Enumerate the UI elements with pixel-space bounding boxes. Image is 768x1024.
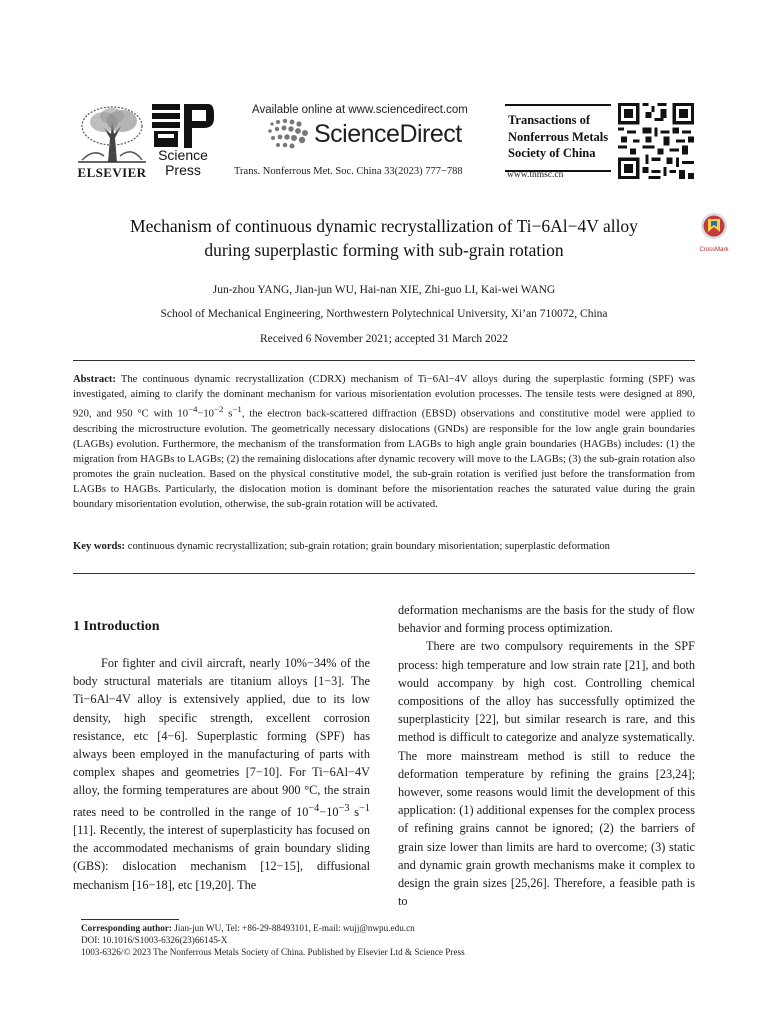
author-list: Jun-zhou YANG, Jian-jun WU, Hai-nan XIE, Zhi-guo LI, Kai-wei WANG	[212, 284, 556, 296]
corresponding-text: Jian-jun WU, Tel: +86-29-88493101, E-mail: wujj@nwpu.edu.cn	[174, 923, 415, 933]
qr-code-icon[interactable]	[618, 103, 694, 179]
doi[interactable]: DOI: 10.1016/S1003-6326(23)66145-X	[81, 935, 228, 945]
section-heading-introduction: 1 Introduction	[73, 619, 160, 634]
society-logo-box	[505, 104, 611, 172]
intro-paragraph-1	[73, 654, 370, 894]
elsevier-wordmark: ELSEVIER	[77, 165, 147, 180]
abstract-sup-2: −2	[213, 404, 224, 415]
abstract-text-4: , the electron back-scattered diffraction (EBSD) observations and constitutive model were applied to describing the microstructure evolution. The geometrically necessary dislocations (GNDs) are responsible for the low angle grain boundaries (LAGBs) evolution. Furthermore, the mechanism of the transformation from LAGBs to high angle grain boundaries (HAGBs) includes: (1) the migration from HAGBs to LAGBs; (2) the remaining dislocations after dynamic recovery will move to the LAGBs; (3) the sub-grain rotation also promotes the grain nucleation. Based on the physical constitutive model, the sub-grain rotation is verified just before the transformation from LAGBs to HAGBs. Particularly, the dislocation motion is dominant before the misorientation reaches the saturated value during the grain boundary misorientation evolution, otherwise, the sub-grain rotation will be activated.	[73, 408, 695, 511]
corresponding-label: Corresponding author:	[81, 923, 172, 933]
received-dates: Received 6 November 2021; accepted 31 March 2022	[259, 333, 509, 345]
crossmark-badge[interactable]	[697, 212, 731, 252]
society-url[interactable]: www.tnmsc.cn	[507, 170, 564, 180]
keywords	[73, 539, 695, 554]
science-press-logo	[150, 104, 216, 180]
society-name-line3: Society of China	[508, 146, 596, 160]
article-title-line1: Mechanism of continuous dynamic recrystallization of Ti−6Al−4V alloy	[130, 216, 638, 236]
elsevier-tree-icon	[74, 104, 150, 164]
intro-paragraph-2: There are two compulsory requirements in the SPF process: high temperature and low strain rate [21], and both would accompany by high cost. Controlling chemical compositions of the alloy has successfully optimized the superplasticity [22], but similar research is rare, and this method is difficult to categorize and analyze systematically. The more mainstream method is still to reduce the deformation temperature by refining the grains [23,24]; however, some reasons would limit the development of this application: (1) additional expenses for the complex process of refining grains cannot be ignored; (2) the barriers of grain size lower than limits are hard to overcome; (3) static and dynamic grain growth mechanisms make it complex to design the grain sizes [25,26]. Therefore, a feasible path is to	[398, 639, 695, 909]
society-name-line2: Nonferrous Metals	[508, 129, 609, 144]
sciencedirect-dots-icon	[264, 118, 312, 150]
sciencedirect-logo	[264, 116, 474, 152]
intro-paragraph-1-continued: deformation mechanisms are the basis for the study of flow behavior and forming process optimization.	[398, 603, 695, 636]
science-press-line2: Press	[165, 162, 201, 178]
abstract-text-1: The continuous dynamic recrystallization (CDRX) mechanism of Ti−6Al−4V alloys during the superplastic forming (SPF) was investigated, aiming to clarify the dominant mechanism for various misorientation evolution processes. The tensile tests were designed at 890, 920, and 950 °C with 10	[73, 374, 695, 420]
corresponding-author	[81, 922, 415, 934]
intro-p1-text-d: [11]. Recently, the interest of superplasticity has focused on the accommodated mechanisms of grain boundary sliding (GBS): dislocation mechanism [12−15], diffusional mechanism [16−18], etc [19,20]. The	[73, 822, 370, 892]
crossmark-icon	[699, 212, 729, 244]
footnote-rule	[81, 919, 179, 920]
copyright: 1003-6326/© 2023 The Nonferrous Metals Society of China. Published by Elsevier Ltd & Science Press	[81, 947, 465, 957]
sciencedirect-wordmark: ScienceDirect	[314, 120, 462, 148]
keywords-label: Key words:	[73, 541, 126, 552]
society-name-line1: Transactions of	[508, 113, 591, 127]
article-title-line2: during superplastic forming with sub-grain rotation	[204, 240, 564, 260]
science-press-mark-icon	[152, 104, 214, 148]
intro-p1-text-a: For fighter and civil aircraft, nearly 10%−34% of the body structural materials are titanium alloys [1−3]. The Ti−6Al−4V alloy is extensively applied, due to its low density, high specific strength, excellent corrosion resistance, etc [4−6]. Superplastic forming (SPF) has always been employed in the manufacturing of parts with complex shapes and geometries [7−10]. For Ti−6Al−4V alloy, the forming temperatures are about 900 °C, the strain rates need to be controlled in the range of 10	[73, 656, 370, 819]
abstract-text-3: s	[223, 408, 233, 420]
abstract-sup-1: −4	[188, 404, 198, 415]
abstract	[73, 372, 695, 512]
available-online-text: Available online at www.sciencedirect.com	[252, 104, 468, 116]
intro-p1-sup-3: −1	[359, 802, 370, 814]
crossmark-label: CrossMark	[699, 247, 729, 253]
abstract-top-rule	[73, 360, 695, 361]
abstract-label: Abstract:	[73, 374, 116, 385]
body-column-left	[73, 654, 370, 894]
journal-reference: Trans. Nonferrous Met. Soc. China 33(2023) 777−788	[234, 166, 463, 177]
science-press-line1: Science	[158, 147, 208, 163]
intro-p1-sup-2: −3	[338, 802, 350, 814]
intro-p1-text-c: s	[349, 804, 360, 819]
body-column-right	[398, 601, 695, 910]
abstract-text-2: −10	[197, 408, 214, 420]
elsevier-logo	[74, 104, 150, 180]
intro-p1-text-b: −10	[319, 804, 339, 819]
intro-p1-sup-1: −4	[308, 802, 320, 814]
abstract-bottom-rule	[73, 573, 695, 574]
affiliation: School of Mechanical Engineering, Northwestern Polytechnical University, Xi’an 710072, China	[160, 308, 608, 320]
article-title	[40, 214, 728, 262]
abstract-sup-3: −1	[232, 404, 242, 415]
society-name	[508, 112, 608, 162]
keywords-text: continuous dynamic recrystallization; sub-grain rotation; grain boundary misorientation; superplastic deformation	[127, 541, 610, 552]
